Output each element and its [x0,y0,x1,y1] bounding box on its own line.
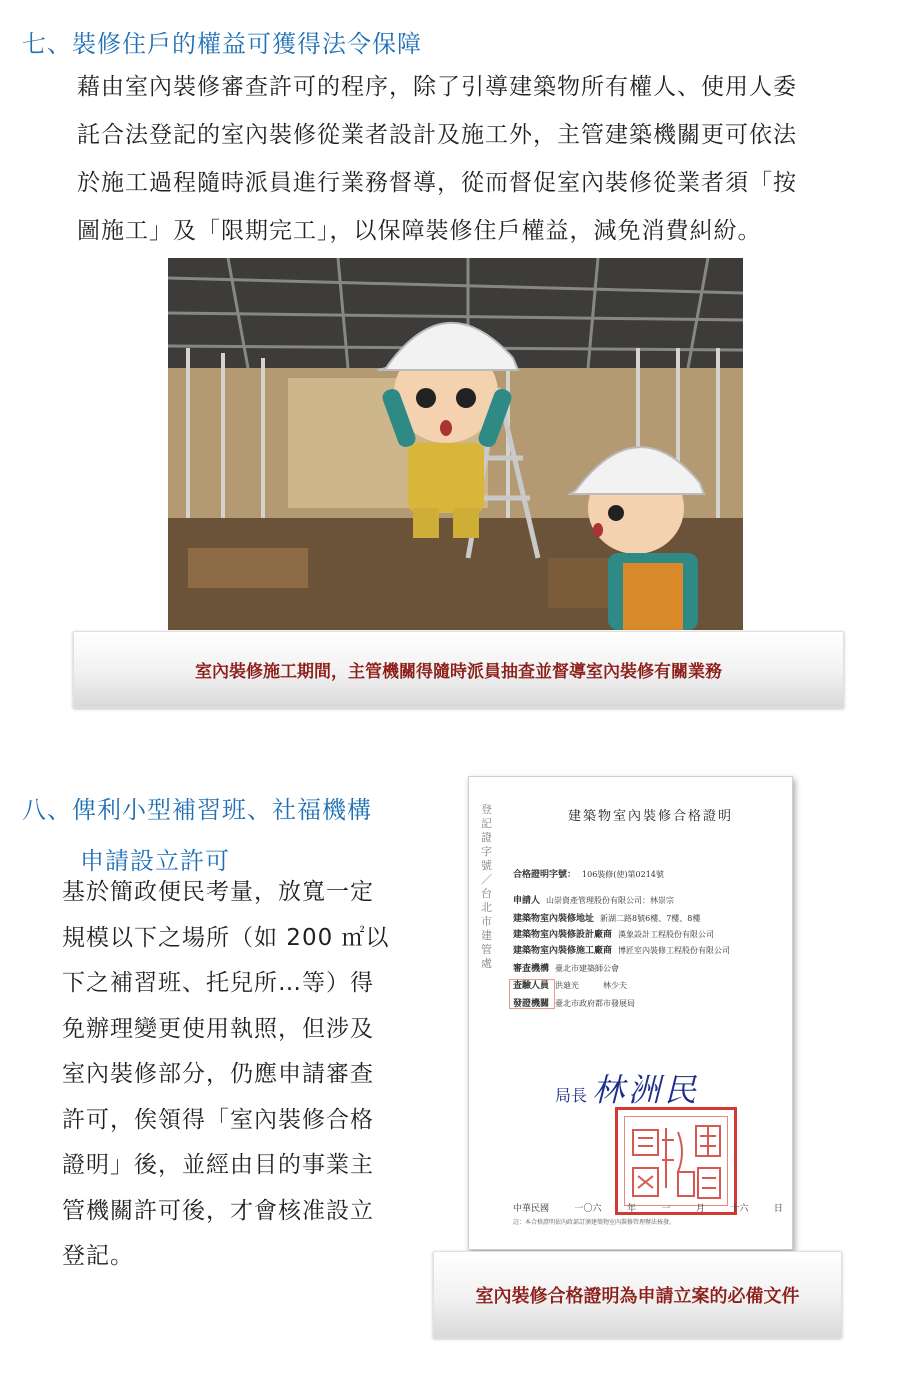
certificate-line: 建築物室內裝修設計廠商 漢象設計工程股份有限公司 [513,930,715,940]
certificate-line: 發證機關 臺北市政府都市發展局 [513,999,636,1009]
paragraph-line: 託合法登記的室內裝修從業者設計及施工外，主管建築機關更可依法 [77,122,797,148]
paragraph-line: 圖施工」及「限期完工」，以保障裝修住戶權益，減免消費糾紛。 [77,218,762,244]
certificate-line: 申請人 山崇資產管理股份有限公司：林崇宗 [513,896,675,906]
paragraph-line: 規模以下之場所（如 200 ㎡以 [62,924,390,951]
certificate-side-text: 登記證字號／台北市建管處 [481,803,494,970]
paragraph-line: 藉由室內裝修審查許可的程序，除了引導建築物所有權人、使用人委 [77,74,797,100]
construction-illustration [168,258,743,630]
official-red-seal [615,1107,737,1215]
director-signature [555,1065,700,1111]
certificate-date: 中華民國 一〇六 年 一 月 十六 日 [513,1204,783,1214]
section8-heading [22,790,372,876]
photo-caption: 室內裝修施工期間，主管機關得隨時派員抽查並督導室內裝修有關業務 [73,631,844,708]
paragraph-line: 下之補習班、托兒所…等）得 [62,970,374,996]
paragraph-line: 管機關許可後，才會核准設立 [62,1197,374,1224]
renovation-certificate-image [468,776,793,1250]
paragraph-line: 於施工過程隨時派員進行業務督導，從而督促室內裝修從業者須「按 [77,170,797,196]
signature-name: 林洲民 [592,1071,701,1109]
paragraph-line: 室內裝修部分，仍應申請審查 [62,1061,374,1087]
certificate-note: 註：本合格證明依內政部訂頒建築物室內裝修管理辦法核發。 [513,1219,676,1226]
section7-paragraph [77,63,877,255]
paragraph-line: 登記。 [62,1243,134,1269]
signature-title: 局長 [555,1086,588,1105]
certificate-line: 審查機構 臺北市建築師公會 [513,964,620,974]
certificate-line: 建築物室內裝修施工廠商 博匠室內裝修工程股份有限公司 [513,946,731,956]
certificate-line: 建築物室內裝修地址 新湖二路8號6樓、7樓、8樓 [513,914,701,924]
section7-heading: 七、裝修住戶的權益可獲得法令保障 [22,30,422,58]
section8-heading-line1: 八、俾利小型補習班、社福機構 [22,796,372,824]
paragraph-line: 免辦理變更使用執照，但涉及 [62,1015,374,1042]
paragraph-line: 基於簡政便民考量，放寬一定 [62,879,374,905]
paragraph-line: 許可，俟領得「室內裝修合格 [62,1106,374,1133]
small-red-seal [509,979,555,1009]
paragraph-line: 證明」後，並經由目的事業主 [62,1152,374,1178]
certificate-line: 合格證明字號： 106裝修(使)第0214號 [513,870,664,880]
certificate-title: 建築物室內裝修合格證明 [567,809,733,824]
construction-site-photo [168,258,743,630]
certificate-caption: 室內裝修合格證明為申請立案的必備文件 [433,1251,842,1338]
certificate-line: 查驗人員 洪廸光 林少夫 [513,981,628,991]
section8-heading-line2: 申請設立許可 [80,847,230,875]
section8-paragraph [62,870,422,1280]
